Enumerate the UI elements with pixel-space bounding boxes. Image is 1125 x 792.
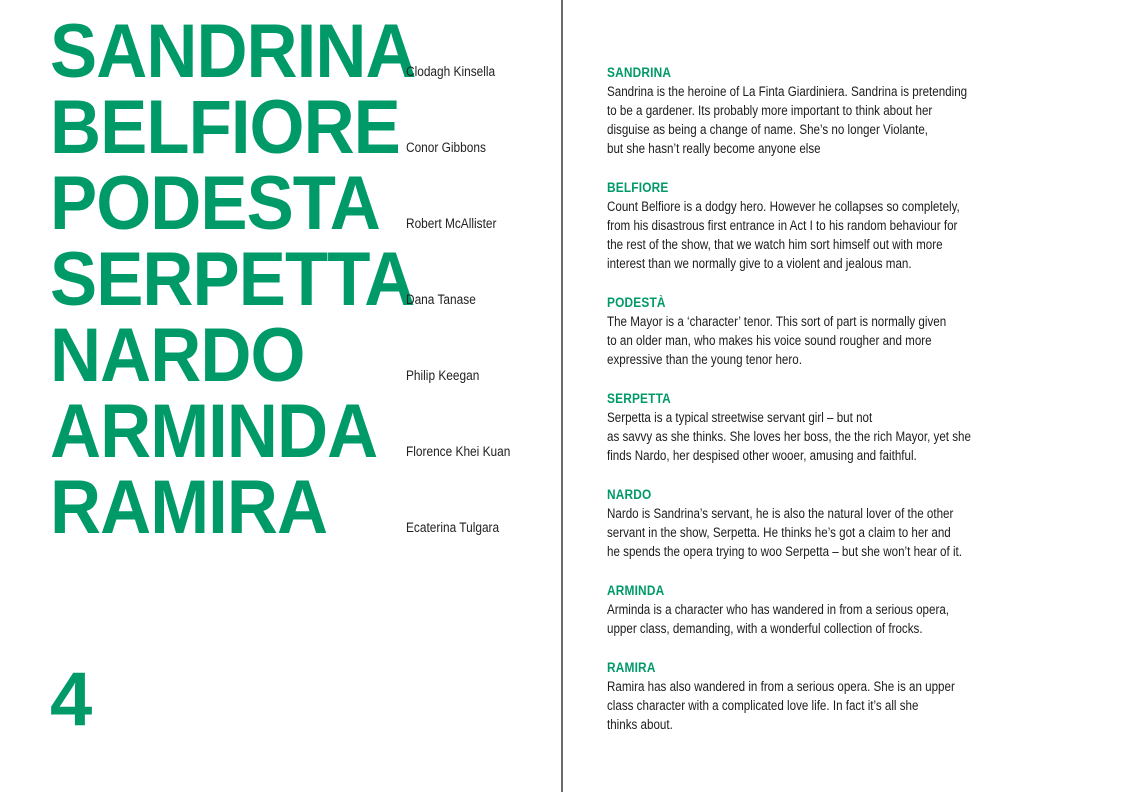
character-note	[607, 63, 1027, 158]
character-note-line: interest than we normally give to a violent and jealous man.	[607, 256, 912, 271]
singer-name-list	[406, 54, 556, 586]
character-note-line: Serpetta is a typical streetwise servant girl – but not	[607, 410, 873, 425]
character-name-list	[50, 9, 416, 550]
character-note	[607, 485, 1027, 561]
character-name: NARDO	[50, 313, 305, 398]
character-note-line: expressive than the young tenor hero.	[607, 352, 802, 367]
character-note-line: from his disastrous first entrance in Act I to his random behaviour for	[607, 218, 958, 233]
character-note-line: the rest of the show, that we watch him sort himself out with more	[607, 237, 943, 252]
character-note-line: servant in the show, Serpetta. He thinks he’s got a claim to her and	[607, 525, 951, 540]
character-note-line: Count Belfiore is a dodgy hero. However he collapses so completely,	[607, 199, 960, 214]
singer-name: Ecaterina Tulgara	[406, 520, 500, 535]
page-number: 4	[50, 657, 93, 742]
character-note-line: class character with a complicated love life. In fact it’s all she	[607, 698, 919, 713]
character-note-line: disguise as being a change of name. She’s no longer Violante,	[607, 122, 929, 137]
singer-name: Philip Keegan	[406, 368, 480, 383]
character-note	[607, 389, 1027, 465]
character-name: SANDRINA	[50, 9, 416, 94]
character-note-line: but she hasn’t really become anyone else	[607, 141, 821, 156]
character-note-heading: BELFIORE	[607, 180, 669, 195]
character-note-line: upper class, demanding, with a wonderful collection of frocks.	[607, 621, 923, 636]
character-note-line: as savvy as she thinks. She loves her boss, the the rich Mayor, yet she	[607, 429, 971, 444]
character-note-line: The Mayor is a ‘character’ tenor. This sort of part is normally given	[607, 314, 947, 329]
character-note-line: Arminda is a character who has wandered in from a serious opera,	[607, 602, 950, 617]
character-note	[607, 293, 1027, 369]
singer-name: Conor Gibbons	[406, 140, 486, 155]
character-note-heading: ARMINDA	[607, 583, 665, 598]
character-note-heading: SANDRINA	[607, 65, 672, 80]
character-notes	[607, 63, 1027, 754]
character-name: SERPETTA	[50, 237, 415, 322]
character-note-line: finds Nardo, her despised other wooer, amusing and faithful.	[607, 448, 917, 463]
singer-name: Florence Khei Kuan	[406, 444, 511, 459]
character-note-line: Ramira has also wandered in from a serious opera. She is an upper	[607, 679, 955, 694]
character-note-heading: NARDO	[607, 487, 652, 502]
character-note	[607, 581, 1027, 638]
character-note-line: he spends the opera trying to woo Serpetta – but she won’t hear of it.	[607, 544, 962, 559]
character-note-heading: RAMIRA	[607, 660, 656, 675]
singer-name: Robert McAllister	[406, 216, 497, 231]
singer-name: Dana Tanase	[406, 292, 476, 307]
character-note-line: to be a gardener. Its probably more important to think about her	[607, 103, 933, 118]
character-note-line: Sandrina is the heroine of La Finta Giardiniera. Sandrina is pretending	[607, 84, 968, 99]
character-name: ARMINDA	[50, 389, 378, 474]
character-name: PODESTA	[50, 161, 380, 246]
character-note-line: to an older man, who makes his voice sound rougher and more	[607, 333, 932, 348]
character-note-heading: SERPETTA	[607, 391, 671, 406]
character-name: BELFIORE	[50, 85, 400, 170]
character-note-line: thinks about.	[607, 717, 673, 732]
character-note	[607, 178, 1027, 273]
character-note-heading: PODESTÀ	[607, 295, 666, 310]
page-gutter	[561, 0, 563, 792]
character-name: RAMIRA	[50, 465, 328, 550]
character-note-line: Nardo is Sandrina’s servant, he is also the natural lover of the other	[607, 506, 954, 521]
singer-name: Clodagh Kinsella	[406, 64, 496, 79]
character-note	[607, 658, 1027, 734]
